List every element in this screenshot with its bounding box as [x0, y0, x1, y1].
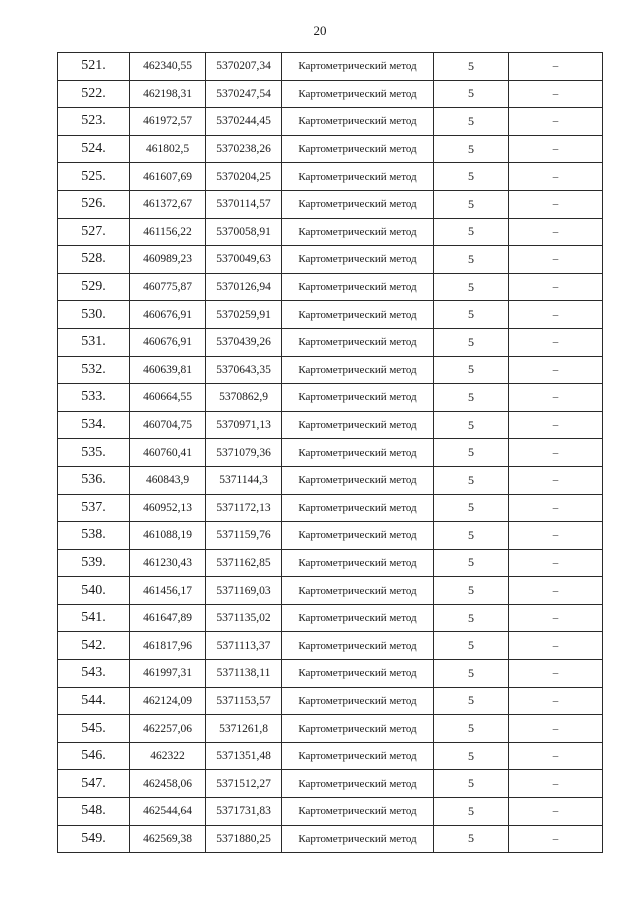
point-number-cell: 526. — [58, 190, 130, 218]
x-coordinate-cell: 461802,5 — [130, 135, 206, 163]
description-cell: – — [509, 632, 603, 660]
y-coordinate-cell: 5371162,85 — [206, 549, 282, 577]
x-coordinate-cell: 461088,19 — [130, 522, 206, 550]
y-coordinate-cell: 5370259,91 — [206, 301, 282, 329]
method-cell: Картометрический метод — [282, 549, 434, 577]
x-coordinate-cell: 461456,17 — [130, 577, 206, 605]
accuracy-cell: 5 — [434, 218, 509, 246]
x-coordinate-cell: 460843,9 — [130, 466, 206, 494]
point-number-cell: 538. — [58, 522, 130, 550]
point-number-cell: 533. — [58, 384, 130, 412]
table-row — [58, 246, 603, 274]
table-row — [58, 301, 603, 329]
description-cell: – — [509, 218, 603, 246]
accuracy-cell: 5 — [434, 328, 509, 356]
table-row — [58, 632, 603, 660]
method-cell: Картометрический метод — [282, 163, 434, 191]
coordinates-table — [57, 52, 603, 853]
description-cell: – — [509, 108, 603, 136]
accuracy-cell: 5 — [434, 770, 509, 798]
point-number-cell: 541. — [58, 604, 130, 632]
point-number-cell: 528. — [58, 246, 130, 274]
description-cell: – — [509, 660, 603, 688]
description-cell: – — [509, 384, 603, 412]
point-number-cell: 544. — [58, 687, 130, 715]
description-cell: – — [509, 825, 603, 853]
accuracy-cell: 5 — [434, 549, 509, 577]
x-coordinate-cell: 461647,89 — [130, 604, 206, 632]
accuracy-cell: 5 — [434, 163, 509, 191]
point-number-cell: 539. — [58, 549, 130, 577]
description-cell: – — [509, 273, 603, 301]
y-coordinate-cell: 5370049,63 — [206, 246, 282, 274]
description-cell: – — [509, 549, 603, 577]
description-cell: – — [509, 742, 603, 770]
table-row — [58, 218, 603, 246]
y-coordinate-cell: 5371731,83 — [206, 798, 282, 826]
description-cell: – — [509, 135, 603, 163]
point-number-cell: 536. — [58, 466, 130, 494]
point-number-cell: 525. — [58, 163, 130, 191]
y-coordinate-cell: 5370643,35 — [206, 356, 282, 384]
point-number-cell: 529. — [58, 273, 130, 301]
method-cell: Картометрический метод — [282, 53, 434, 81]
method-cell: Картометрический метод — [282, 494, 434, 522]
accuracy-cell: 5 — [434, 246, 509, 274]
point-number-cell: 523. — [58, 108, 130, 136]
description-cell: – — [509, 301, 603, 329]
point-number-cell: 546. — [58, 742, 130, 770]
y-coordinate-cell: 5370114,57 — [206, 190, 282, 218]
y-coordinate-cell: 5371261,8 — [206, 715, 282, 743]
y-coordinate-cell: 5370207,34 — [206, 53, 282, 81]
accuracy-cell: 5 — [434, 53, 509, 81]
x-coordinate-cell: 462544,64 — [130, 798, 206, 826]
method-cell: Картометрический метод — [282, 384, 434, 412]
description-cell: – — [509, 522, 603, 550]
table-row — [58, 328, 603, 356]
accuracy-cell: 5 — [434, 494, 509, 522]
point-number-cell: 531. — [58, 328, 130, 356]
y-coordinate-cell: 5371351,48 — [206, 742, 282, 770]
y-coordinate-cell: 5370126,94 — [206, 273, 282, 301]
accuracy-cell: 5 — [434, 604, 509, 632]
y-coordinate-cell: 5371079,36 — [206, 439, 282, 467]
x-coordinate-cell: 461972,57 — [130, 108, 206, 136]
method-cell: Картометрический метод — [282, 715, 434, 743]
method-cell: Картометрический метод — [282, 411, 434, 439]
table-row — [58, 660, 603, 688]
x-coordinate-cell: 462340,55 — [130, 53, 206, 81]
point-number-cell: 548. — [58, 798, 130, 826]
description-cell: – — [509, 80, 603, 108]
table-row — [58, 494, 603, 522]
table-row — [58, 356, 603, 384]
x-coordinate-cell: 461372,67 — [130, 190, 206, 218]
page-number: 20 — [313, 23, 327, 38]
accuracy-cell: 5 — [434, 466, 509, 494]
point-number-cell: 522. — [58, 80, 130, 108]
description-cell: – — [509, 715, 603, 743]
x-coordinate-cell: 460664,55 — [130, 384, 206, 412]
y-coordinate-cell: 5371144,3 — [206, 466, 282, 494]
point-number-cell: 527. — [58, 218, 130, 246]
accuracy-cell: 5 — [434, 108, 509, 136]
x-coordinate-cell: 461997,31 — [130, 660, 206, 688]
accuracy-cell: 5 — [434, 356, 509, 384]
x-coordinate-cell: 461607,69 — [130, 163, 206, 191]
method-cell: Картометрический метод — [282, 742, 434, 770]
point-number-cell: 537. — [58, 494, 130, 522]
y-coordinate-cell: 5370862,9 — [206, 384, 282, 412]
method-cell: Картометрический метод — [282, 798, 434, 826]
point-number-cell: 549. — [58, 825, 130, 853]
description-cell: – — [509, 604, 603, 632]
accuracy-cell: 5 — [434, 798, 509, 826]
method-cell: Картометрический метод — [282, 356, 434, 384]
method-cell: Картометрический метод — [282, 770, 434, 798]
x-coordinate-cell: 462322 — [130, 742, 206, 770]
accuracy-cell: 5 — [434, 632, 509, 660]
method-cell: Картометрический метод — [282, 687, 434, 715]
point-number-cell: 547. — [58, 770, 130, 798]
method-cell: Картометрический метод — [282, 328, 434, 356]
point-number-cell: 542. — [58, 632, 130, 660]
x-coordinate-cell: 460760,41 — [130, 439, 206, 467]
y-coordinate-cell: 5370247,54 — [206, 80, 282, 108]
description-cell: – — [509, 466, 603, 494]
accuracy-cell: 5 — [434, 825, 509, 853]
table-row — [58, 411, 603, 439]
y-coordinate-cell: 5371159,76 — [206, 522, 282, 550]
y-coordinate-cell: 5370058,91 — [206, 218, 282, 246]
description-cell: – — [509, 190, 603, 218]
method-cell: Картометрический метод — [282, 466, 434, 494]
accuracy-cell: 5 — [434, 273, 509, 301]
method-cell: Картометрический метод — [282, 190, 434, 218]
point-number-cell: 532. — [58, 356, 130, 384]
table-row — [58, 163, 603, 191]
method-cell: Картометрический метод — [282, 80, 434, 108]
x-coordinate-cell: 462257,06 — [130, 715, 206, 743]
point-number-cell: 530. — [58, 301, 130, 329]
description-cell: – — [509, 246, 603, 274]
accuracy-cell: 5 — [434, 411, 509, 439]
accuracy-cell: 5 — [434, 439, 509, 467]
x-coordinate-cell: 460639,81 — [130, 356, 206, 384]
table-row — [58, 273, 603, 301]
table-row — [58, 108, 603, 136]
method-cell: Картометрический метод — [282, 108, 434, 136]
method-cell: Картометрический метод — [282, 632, 434, 660]
method-cell: Картометрический метод — [282, 660, 434, 688]
y-coordinate-cell: 5370971,13 — [206, 411, 282, 439]
y-coordinate-cell: 5371880,25 — [206, 825, 282, 853]
description-cell: – — [509, 53, 603, 81]
table-row — [58, 466, 603, 494]
method-cell: Картометрический метод — [282, 135, 434, 163]
table-row — [58, 53, 603, 81]
table-row — [58, 549, 603, 577]
y-coordinate-cell: 5371512,27 — [206, 770, 282, 798]
method-cell: Картометрический метод — [282, 577, 434, 605]
y-coordinate-cell: 5371153,57 — [206, 687, 282, 715]
x-coordinate-cell: 461817,96 — [130, 632, 206, 660]
table-row — [58, 384, 603, 412]
accuracy-cell: 5 — [434, 384, 509, 412]
method-cell: Картометрический метод — [282, 825, 434, 853]
y-coordinate-cell: 5371138,11 — [206, 660, 282, 688]
point-number-cell: 524. — [58, 135, 130, 163]
method-cell: Картометрический метод — [282, 218, 434, 246]
x-coordinate-cell: 460775,87 — [130, 273, 206, 301]
description-cell: – — [509, 494, 603, 522]
table-row — [58, 190, 603, 218]
point-number-cell: 521. — [58, 53, 130, 81]
table-row — [58, 439, 603, 467]
coordinates-table-body — [58, 53, 603, 853]
point-number-cell: 535. — [58, 439, 130, 467]
x-coordinate-cell: 460989,23 — [130, 246, 206, 274]
method-cell: Картометрический метод — [282, 439, 434, 467]
method-cell: Картометрический метод — [282, 522, 434, 550]
point-number-cell: 534. — [58, 411, 130, 439]
table-row — [58, 715, 603, 743]
table-row — [58, 604, 603, 632]
description-cell: – — [509, 798, 603, 826]
x-coordinate-cell: 461230,43 — [130, 549, 206, 577]
accuracy-cell: 5 — [434, 522, 509, 550]
method-cell: Картометрический метод — [282, 273, 434, 301]
x-coordinate-cell: 460952,13 — [130, 494, 206, 522]
description-cell: – — [509, 163, 603, 191]
point-number-cell: 540. — [58, 577, 130, 605]
y-coordinate-cell: 5370238,26 — [206, 135, 282, 163]
table-row — [58, 80, 603, 108]
table-row — [58, 687, 603, 715]
x-coordinate-cell: 460676,91 — [130, 301, 206, 329]
point-number-cell: 543. — [58, 660, 130, 688]
y-coordinate-cell: 5370204,25 — [206, 163, 282, 191]
x-coordinate-cell: 462198,31 — [130, 80, 206, 108]
y-coordinate-cell: 5371169,03 — [206, 577, 282, 605]
x-coordinate-cell: 460704,75 — [130, 411, 206, 439]
method-cell: Картометрический метод — [282, 246, 434, 274]
method-cell: Картометрический метод — [282, 604, 434, 632]
description-cell: – — [509, 770, 603, 798]
y-coordinate-cell: 5370244,45 — [206, 108, 282, 136]
description-cell: – — [509, 328, 603, 356]
table-row — [58, 798, 603, 826]
accuracy-cell: 5 — [434, 742, 509, 770]
y-coordinate-cell: 5371172,13 — [206, 494, 282, 522]
table-row — [58, 522, 603, 550]
description-cell: – — [509, 411, 603, 439]
table-row — [58, 135, 603, 163]
y-coordinate-cell: 5371135,02 — [206, 604, 282, 632]
x-coordinate-cell: 460676,91 — [130, 328, 206, 356]
method-cell: Картометрический метод — [282, 301, 434, 329]
x-coordinate-cell: 461156,22 — [130, 218, 206, 246]
coordinates-table-container — [57, 52, 602, 853]
point-number-cell: 545. — [58, 715, 130, 743]
accuracy-cell: 5 — [434, 715, 509, 743]
accuracy-cell: 5 — [434, 80, 509, 108]
description-cell: – — [509, 577, 603, 605]
accuracy-cell: 5 — [434, 577, 509, 605]
table-row — [58, 825, 603, 853]
x-coordinate-cell: 462569,38 — [130, 825, 206, 853]
table-row — [58, 742, 603, 770]
description-cell: – — [509, 439, 603, 467]
description-cell: – — [509, 356, 603, 384]
x-coordinate-cell: 462124,09 — [130, 687, 206, 715]
y-coordinate-cell: 5371113,37 — [206, 632, 282, 660]
description-cell: – — [509, 687, 603, 715]
accuracy-cell: 5 — [434, 687, 509, 715]
accuracy-cell: 5 — [434, 660, 509, 688]
accuracy-cell: 5 — [434, 135, 509, 163]
accuracy-cell: 5 — [434, 301, 509, 329]
table-row — [58, 577, 603, 605]
y-coordinate-cell: 5370439,26 — [206, 328, 282, 356]
x-coordinate-cell: 462458,06 — [130, 770, 206, 798]
accuracy-cell: 5 — [434, 190, 509, 218]
table-row — [58, 770, 603, 798]
